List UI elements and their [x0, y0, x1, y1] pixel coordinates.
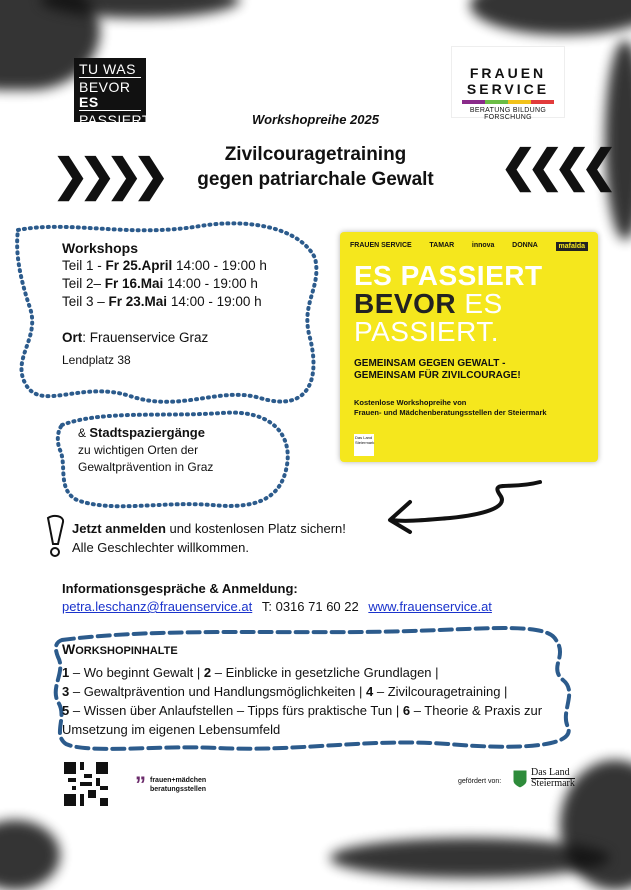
brush-edge-bottom	[330, 838, 610, 878]
network-quote-icon: ”	[135, 772, 146, 797]
brush-edge-right	[605, 40, 631, 240]
arrow-left-icon	[380, 470, 550, 540]
frauenservice-logo	[451, 46, 565, 121]
workshop-address: Lendplatz 38	[62, 353, 131, 367]
workshop-location: Ort: Frauenservice Graz	[62, 330, 209, 345]
tu-was-line3: PASSIERT	[79, 112, 151, 128]
series-title: Workshopreihe 2025	[252, 112, 379, 127]
contact-title: Informationsgespräche & Anmeldung:	[62, 581, 298, 596]
poster-partner-logos: FRAUEN SERVICE TAMAR innova DONNA mafalda	[350, 242, 588, 251]
coat-of-arms-icon	[512, 769, 528, 789]
workshop-item: Teil 2– Fr 16.Mai 14:00 - 19:00 h	[62, 276, 258, 291]
color-bar	[508, 100, 531, 104]
land-steiermark-logo: Das Land Steiermark	[512, 768, 575, 789]
network-logo: ” frauen+mädchen beratungsstellen	[135, 772, 207, 797]
registration-call: Jetzt anmelden und kostenlosen Platz sichern! Alle Geschlechter willkommen.	[72, 521, 346, 555]
chevrons-right-icon: ❯❯❯❯	[52, 151, 160, 200]
walks-title: Stadtspaziergänge	[89, 425, 205, 440]
phone-number: T: 0316 71 60 22	[261, 599, 359, 614]
headline-line1: Zivilcouragetraining	[224, 144, 407, 165]
color-bar	[485, 100, 508, 104]
frauenservice-title: FRAUEN SERVICE	[466, 65, 550, 97]
frauenservice-color-bars	[462, 100, 554, 104]
workshop-item: Teil 3 – Fr 23.Mai 14:00 - 19:00 h	[62, 294, 262, 309]
workshop-item: Teil 1 - Fr 25.April 14:00 - 19:00 h	[62, 258, 267, 273]
workshops-box	[62, 239, 267, 369]
color-bar	[462, 100, 485, 104]
chevrons-left-icon: ❮❮❮❮	[500, 142, 608, 191]
brush-corner-top-right	[470, 0, 631, 35]
contents-list: 1 – Wo beginnt Gewalt | 2 – Einblicke in gesetzliche Grundlagen | 3 – Gewaltprävention und Handlungsmöglichkeiten | 4 – Zivilcouragetraining | 5 – Wissen über Anlaufstellen – Tipps fürs praktische Tun | 6 – Theorie & Praxis zur Umsetzung im eigenen Lebensumfeld	[62, 665, 543, 737]
email-link[interactable]: petra.leschanz@frauenservice.at	[62, 599, 253, 614]
contact-info	[62, 580, 492, 616]
tu-was-line1: TU WAS	[79, 62, 141, 78]
poster-description: Kostenlose Workshopreihe von Frauen- und Mädchenberatungsstellen der Steiermark	[354, 398, 547, 417]
walks-box: & Stadtspaziergänge zu wichtigen Orten der Gewaltprävention in Graz	[78, 425, 214, 474]
brush-corner-bottom-left	[0, 820, 60, 890]
poster-subtitle: GEMEINSAM GEGEN GEWALT - GEMEINSAM FÜR ZIVILCOURAGE!	[354, 358, 521, 381]
frauenservice-tagline: BERATUNG BILDUNG FORSCHUNG	[469, 107, 547, 121]
headline-line2: gegen patriarchale Gewalt	[197, 169, 434, 190]
exclamation-icon	[44, 514, 68, 558]
poster-land-seal: Das Land Steiermark	[354, 434, 374, 456]
workshop-contents	[62, 640, 567, 739]
campaign-poster-image	[340, 232, 598, 462]
website-link[interactable]: www.frauenservice.at	[368, 599, 492, 614]
tu-was-line2: BEVOR ES	[79, 80, 141, 111]
color-bar	[531, 100, 554, 104]
contents-title: WORKSHOPINHALTE	[62, 641, 178, 657]
workshops-title: Workshops	[62, 240, 138, 256]
poster-slogan: ES PASSIERT BEVOR ES PASSIERT.	[354, 260, 543, 347]
qr-code-icon	[64, 762, 108, 806]
funded-by-label: gefördert von:	[458, 778, 502, 785]
